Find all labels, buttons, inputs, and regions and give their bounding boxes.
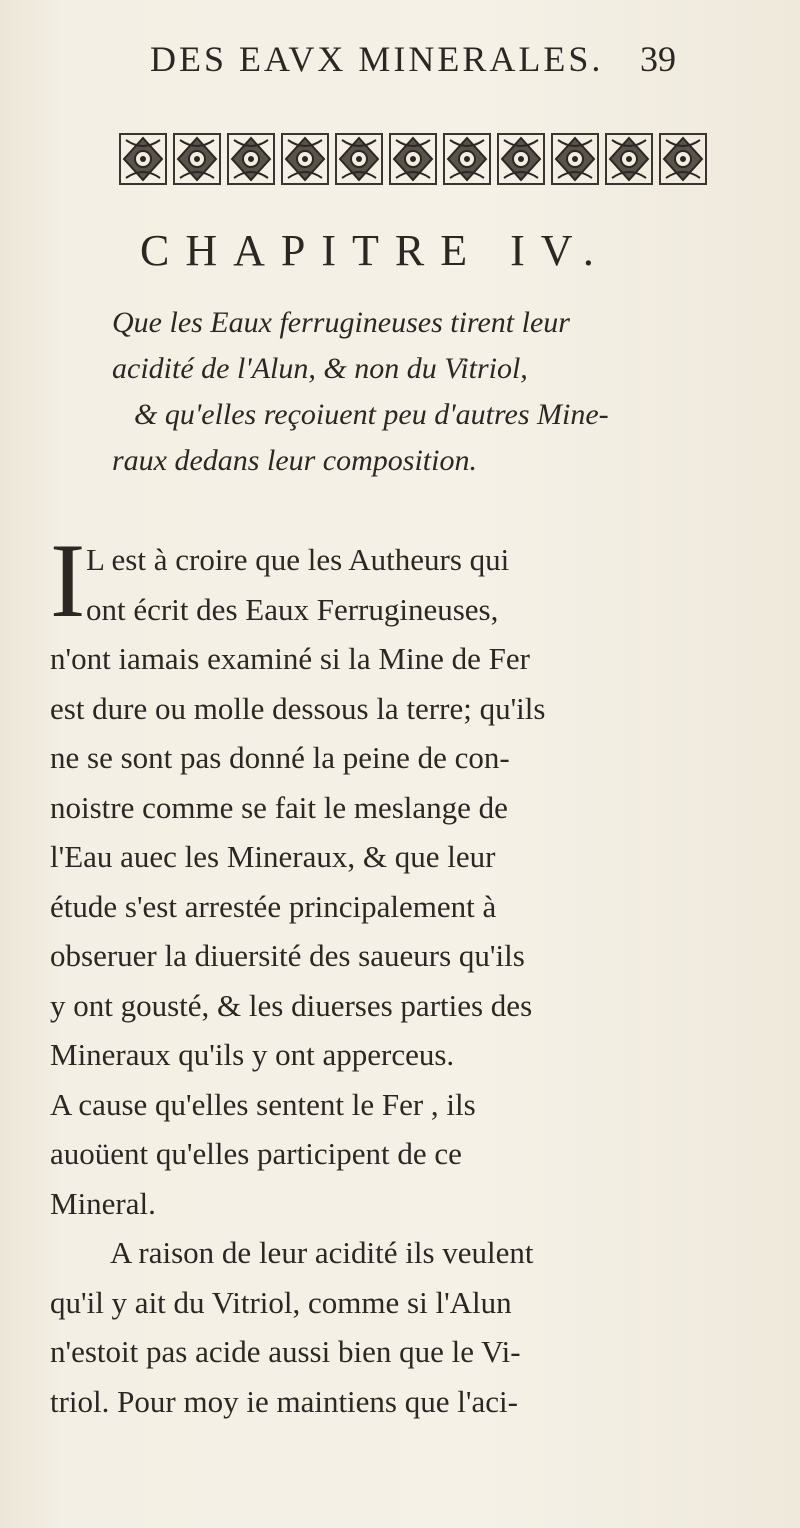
drop-cap: I xyxy=(50,522,86,639)
text-line: auoüent qu'elles participent de ce xyxy=(50,1136,462,1171)
text-line: Mineraux qu'ils y ont apperceus. xyxy=(50,1037,455,1072)
summary-line: acidité de l'Alun, & non du Vitriol, xyxy=(112,352,528,385)
body-text xyxy=(50,522,770,1426)
text-line: noistre comme se fait le meslange de xyxy=(50,789,508,825)
text-line: Mineral. xyxy=(50,1185,156,1221)
text-line: n'estoit pas acide aussi bien que le Vi- xyxy=(50,1334,521,1369)
text-line: l'Eau auec les Mineraux, & que leur xyxy=(50,839,496,874)
text-line: y ont gousté, & les diuerses parties des xyxy=(50,987,533,1023)
text-line: A cause qu'elles sentent le Fer , ils xyxy=(50,1086,476,1122)
summary-line: & qu'elles reçoiuent peu d'autres Mine- xyxy=(134,398,609,431)
text-line: A raison de leur acidité ils veulent xyxy=(110,1235,534,1270)
page-number: 39 xyxy=(640,39,676,79)
text-line: ne se sont pas donné la peine de con- xyxy=(50,740,510,775)
summary-line: Que les Eaux ferrugineuses tirent leur xyxy=(112,306,570,339)
text-line: obseruer la diuersité des saueurs qu'ils xyxy=(50,938,525,973)
headpiece-ornament xyxy=(118,128,710,190)
text-line: ont écrit des Eaux Ferrugineuses, xyxy=(86,591,499,627)
text-line: qu'il y ait du Vitriol, comme si l'Alun xyxy=(50,1284,512,1320)
text-line: triol. Pour moy ie maintiens que l'aci- xyxy=(50,1383,518,1419)
text-line: n'ont iamais examiné si la Mine de Fer xyxy=(50,641,530,676)
text-line: étude s'est arrestée principalement à xyxy=(50,888,497,924)
chapter-heading: CHAPITRE IV. xyxy=(140,226,610,275)
chapter-summary xyxy=(112,300,772,484)
running-head: DES EAVX MINERALES. xyxy=(150,39,604,79)
summary-line: raux dedans leur composition. xyxy=(112,444,477,477)
text-line: L est à croire que les Autheurs qui xyxy=(86,542,510,577)
text-line: est dure ou molle dessous la terre; qu'ils xyxy=(50,690,546,726)
